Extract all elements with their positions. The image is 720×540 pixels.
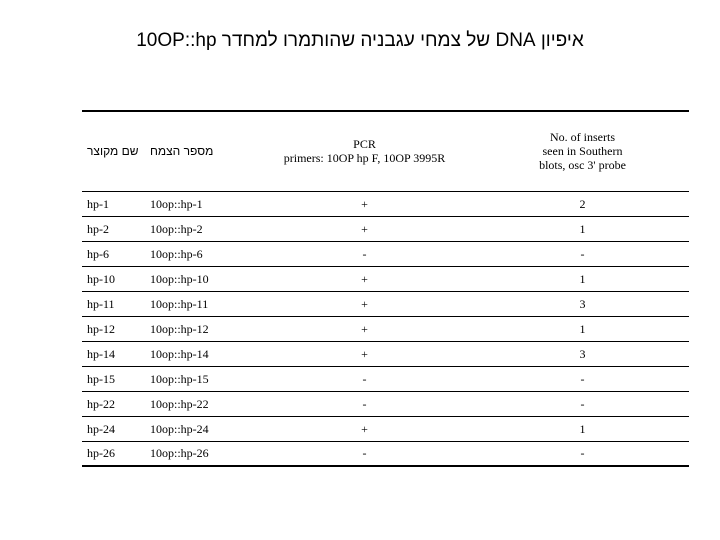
header-inserts-line: No. of inserts	[550, 130, 615, 145]
cell-short-name: hp-14	[82, 341, 145, 366]
page-title: איפיון DNA של צמחי עגבניה שהותמרו למחדר 10OP::hp	[136, 30, 584, 51]
table-row	[82, 241, 689, 266]
header-row	[82, 111, 689, 191]
cell-plant: 10op::hp-24	[145, 416, 253, 441]
header-inserts-line: seen in Southern	[542, 144, 623, 159]
cell-short-name: hp-6	[82, 241, 145, 266]
cell-short-name: hp-24	[82, 416, 145, 441]
table-row	[82, 291, 689, 316]
header-plant-number: מספר הצמח	[145, 111, 253, 191]
cell-pcr: +	[253, 216, 471, 241]
results-table	[82, 110, 689, 467]
cell-inserts: 1	[471, 416, 689, 441]
table-row	[82, 266, 689, 291]
table-row	[82, 341, 689, 366]
table-row	[82, 191, 689, 216]
cell-plant: 10op::hp-10	[145, 266, 253, 291]
cell-pcr: -	[253, 366, 471, 391]
header-inserts-line: blots, osc 3' probe	[539, 158, 626, 173]
cell-pcr: +	[253, 266, 471, 291]
cell-inserts: 1	[471, 216, 689, 241]
cell-inserts: -	[471, 441, 689, 466]
cell-short-name: hp-1	[82, 191, 145, 216]
table-row	[82, 416, 689, 441]
cell-pcr: +	[253, 191, 471, 216]
cell-short-name: hp-12	[82, 316, 145, 341]
cell-pcr: +	[253, 416, 471, 441]
cell-inserts: -	[471, 366, 689, 391]
header-pcr-line: primers: 10OP hp F, 10OP 3995R	[283, 151, 446, 166]
cell-plant: 10op::hp-15	[145, 366, 253, 391]
table-row	[82, 366, 689, 391]
cell-inserts: 2	[471, 191, 689, 216]
cell-plant: 10op::hp-22	[145, 391, 253, 416]
cell-plant: 10op::hp-2	[145, 216, 253, 241]
table-row	[82, 216, 689, 241]
cell-inserts: 3	[471, 291, 689, 316]
cell-plant: 10op::hp-6	[145, 241, 253, 266]
cell-inserts: -	[471, 391, 689, 416]
cell-plant: 10op::hp-12	[145, 316, 253, 341]
cell-inserts: 1	[471, 316, 689, 341]
cell-pcr: -	[253, 441, 471, 466]
table-row	[82, 391, 689, 416]
cell-pcr: -	[253, 391, 471, 416]
cell-inserts: 3	[471, 341, 689, 366]
cell-short-name: hp-2	[82, 216, 145, 241]
header-short-name: שם מקוצר	[82, 111, 145, 191]
cell-short-name: hp-10	[82, 266, 145, 291]
table-row	[82, 441, 689, 466]
table-row	[82, 316, 689, 341]
cell-pcr: +	[253, 291, 471, 316]
cell-pcr: -	[253, 241, 471, 266]
cell-short-name: hp-11	[82, 291, 145, 316]
header-pcr-line: PCR	[353, 137, 376, 152]
cell-plant: 10op::hp-26	[145, 441, 253, 466]
cell-pcr: +	[253, 316, 471, 341]
cell-plant: 10op::hp-14	[145, 341, 253, 366]
cell-pcr: +	[253, 341, 471, 366]
cell-short-name: hp-15	[82, 366, 145, 391]
cell-short-name: hp-22	[82, 391, 145, 416]
cell-short-name: hp-26	[82, 441, 145, 466]
cell-plant: 10op::hp-11	[145, 291, 253, 316]
cell-plant: 10op::hp-1	[145, 191, 253, 216]
header-pcr	[253, 111, 471, 191]
table-header	[82, 111, 689, 191]
cell-inserts: -	[471, 241, 689, 266]
header-inserts	[471, 111, 689, 191]
table-body	[82, 191, 689, 466]
cell-inserts: 1	[471, 266, 689, 291]
